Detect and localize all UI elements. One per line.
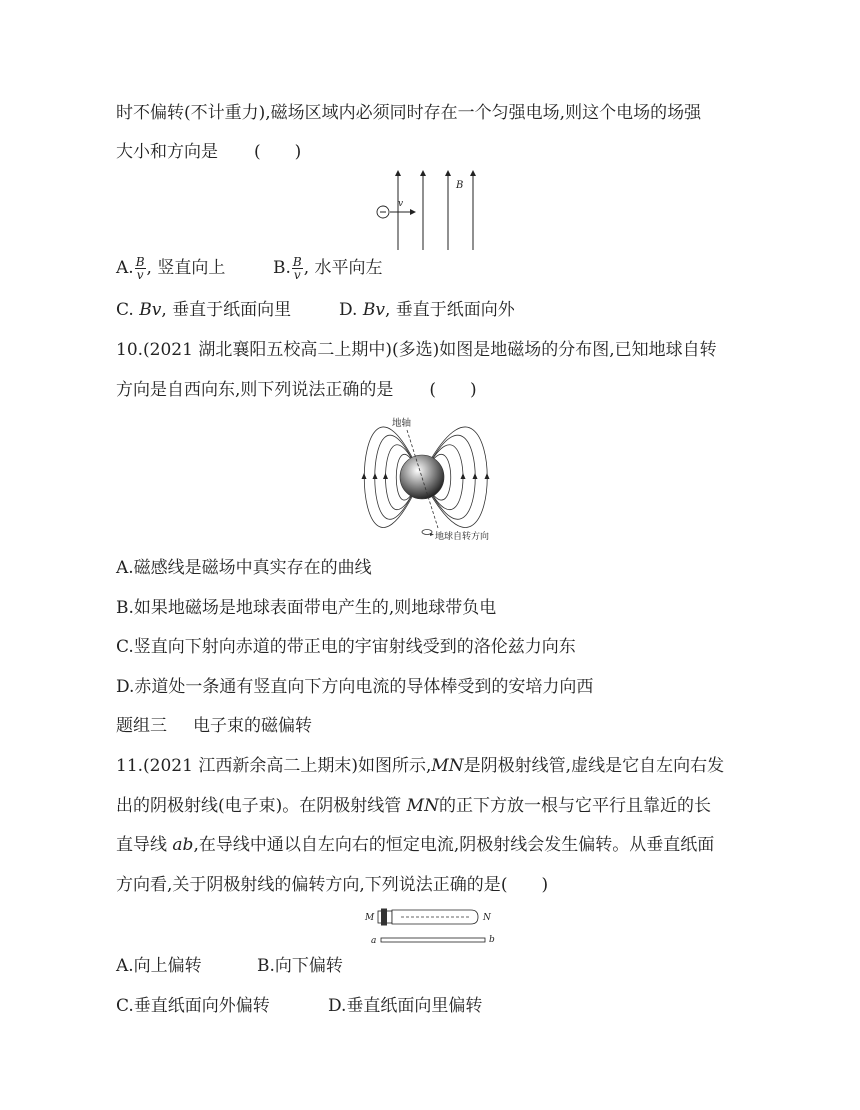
velocity-label: v bbox=[398, 199, 404, 209]
fraction-numerator: B bbox=[292, 255, 302, 269]
cathode-electrode bbox=[381, 909, 387, 926]
option-label: B. bbox=[273, 258, 291, 278]
fraction-denominator: v bbox=[293, 268, 301, 282]
variable-mn: MN bbox=[406, 796, 439, 816]
option-text: , 垂直于纸面向外 bbox=[384, 300, 515, 320]
stem-text: 出的阴极射线(电子束)。在阴极射线管 bbox=[116, 796, 407, 816]
variable: Bv bbox=[362, 300, 385, 320]
wire-label-b: b bbox=[489, 935, 495, 945]
stem-text: 方向看,关于阴极射线的偏转方向,下列说法正确的是 bbox=[116, 875, 501, 895]
option-label: A. bbox=[116, 258, 134, 278]
cathode-ray-tube-figure bbox=[364, 909, 495, 947]
fraction-numerator: B bbox=[135, 255, 145, 269]
arrow-up-icon bbox=[362, 473, 367, 479]
arrow-up-icon bbox=[383, 473, 388, 479]
variable-mn: MN bbox=[431, 756, 464, 776]
earth-globe bbox=[400, 455, 444, 499]
arrow-up-icon bbox=[485, 473, 490, 479]
tube-label-m: M bbox=[365, 913, 375, 923]
q10-stem-line1: 10.(2021 湖北襄阳五校高二上期中)(多选)如图是地磁场的分布图,已知地球自转 bbox=[116, 340, 717, 360]
q10-answer-bracket: ( ) bbox=[429, 380, 477, 400]
q9-answer-bracket: ( ) bbox=[254, 142, 302, 162]
stem-text: 是阴极射线管,虚线是它自左向右发 bbox=[463, 756, 725, 776]
arrow-up-icon bbox=[473, 473, 478, 479]
option-label: C. bbox=[116, 300, 140, 320]
arrow-up-icon bbox=[461, 473, 466, 479]
stem-text: 的正下方放一根与它平行且靠近的长 bbox=[438, 796, 711, 816]
field-label: B bbox=[456, 180, 464, 191]
q10-option-d: D.赤道处一条通有竖直向下方向电流的导体棒受到的安培力向西 bbox=[116, 677, 594, 697]
section-title: 电子束的磁偏转 bbox=[193, 716, 312, 736]
q11-option-a: A.向上偏转 bbox=[116, 956, 202, 976]
q10-option-a: A.磁感线是磁场中真实存在的曲线 bbox=[116, 558, 372, 578]
rotation-arrow-icon bbox=[430, 533, 434, 536]
tube-label-n: N bbox=[483, 913, 491, 923]
q11-option-b: B.向下偏转 bbox=[257, 956, 343, 976]
option-label: D. bbox=[339, 300, 363, 320]
wire-label-a: a bbox=[371, 936, 377, 946]
q10-stem-text: 方向是自西向东,则下列说法正确的是 bbox=[116, 380, 394, 400]
q11-answer-bracket: ( ) bbox=[500, 875, 549, 895]
stem-text: ,在导线中通以自左向右的恒定电流,阴极射线会发生偏转。从垂直纸面 bbox=[193, 835, 715, 855]
stem-text: 直导线 bbox=[116, 835, 173, 855]
tube-body bbox=[392, 910, 478, 924]
option-text: , 竖直向上 bbox=[146, 258, 226, 278]
stem-text: 11.(2021 江西新余高二上期末)如图所示, bbox=[116, 756, 432, 776]
variable: Bv bbox=[139, 300, 162, 320]
q9-stem-line1: 时不偏转(不计重力),磁场区域内必须同时存在一个匀强电场,则这个电场的场强 bbox=[116, 103, 702, 123]
q9-stem-text: 大小和方向是 bbox=[116, 142, 218, 162]
option-text: , 垂直于纸面向里 bbox=[161, 300, 292, 320]
magnetic-field-figure bbox=[377, 171, 473, 250]
fraction-denominator: v bbox=[136, 268, 144, 282]
q11-option-d: D.垂直纸面向里偏转 bbox=[328, 996, 483, 1016]
rotation-direction-label: 地球自转方向 bbox=[435, 532, 490, 542]
q11-option-c: C.垂直纸面向外偏转 bbox=[116, 996, 270, 1016]
section-group: 题组三 bbox=[116, 716, 167, 736]
arrow-up-icon bbox=[373, 473, 378, 479]
straight-wire bbox=[381, 938, 485, 942]
q10-option-c: C.竖直向下射向赤道的带正电的宇宙射线受到的洛伦兹力向东 bbox=[116, 637, 576, 657]
q10-option-b: B.如果地磁场是地球表面带电产生的,则地球带负电 bbox=[116, 598, 497, 618]
option-text: , 水平向左 bbox=[303, 258, 383, 278]
earth-axis-label: 地轴 bbox=[392, 418, 412, 429]
variable-ab: ab bbox=[172, 835, 194, 855]
